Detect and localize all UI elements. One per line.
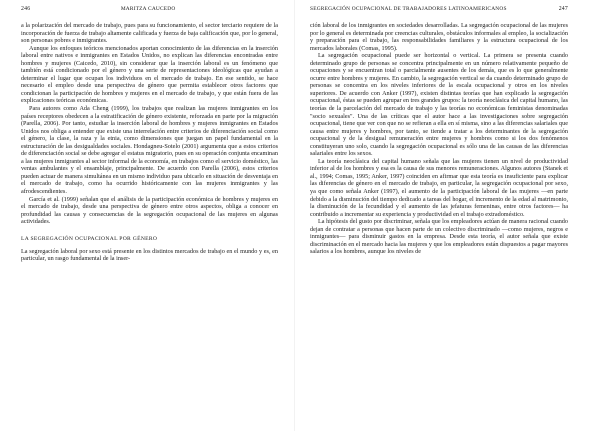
left-page-number: 246 [21, 6, 31, 12]
right-page-number: 247 [558, 6, 568, 12]
section-paragraph: La segregación laboral por sexo está presente en los distintos mercados de trabajo en el mundo y es, en particular, un rasgo fundamental de la inser- [21, 247, 278, 263]
left-paragraph-4: García et al. (1999) señalan que el análisis de la participación económica de hombres y mujeres en el mercado de trabajo, desde una perspectiva de género entre otros aspectos, obliga a conocer en profundidad las causas y consecuencias de la segregación ocupacional de las mujeres en algunas actividades. [21, 195, 278, 226]
left-paragraph-2: Aunque los enfoques teóricos mencionados aportan conocimiento de las diferencias en la inserción laboral entre nativos e inmigrantes en Estados Unidos, no explican las diferencias encontradas entre hombres y mujeres (Caicedo, 2010), sin considerar que la inserción laboral es un fenómeno que también está condicionado por el género y una serie de representaciones ideológicas que ayudan a determinar el lugar que ocupan los individuos en el mercado de trabajo. En ese sentido, se hace necesario el empleo desde una perspectiva de género que permita establecer otros factores que condicionan la participación de hombres y mujeres en el mercado de trabajo, y que están fuera de las explicaciones teóricas económicas. [21, 44, 278, 105]
left-paragraph-1: a la polarización del mercado de trabajo, pues para su funcionamiento, el sector terciario requiere de la incorporación de fuerza de trabajo altamente calificada y fuerza de baja calificación que, por lo general, son personas pobres e inmigrantes. [21, 22, 278, 45]
section-title: LA SEGREGACIÓN OCUPACIONAL POR GÉNERO [21, 235, 158, 242]
left-page-body [21, 22, 278, 263]
left-running-head: MARITZA CAUCEDO [120, 6, 176, 12]
right-page-body [310, 22, 568, 256]
right-paragraph-4: La hipótesis del gusto por discriminar, señala que los empleadores actúan de manera racional cuando dejan de contratar a personas que hacen parte de un colectivo discriminado —como mujeres, negros e inmigrantes— para disminuir gastos en la empresa. Desde esta teoría, el autor señala que existe discriminación en el mercado hacia las mujeres y que los empleadores están dispuestos a pagar mayores salarios a los hombres, aunque los niveles de [310, 218, 568, 256]
right-page [300, 0, 588, 431]
left-page [0, 0, 288, 431]
right-page-header [310, 6, 568, 13]
page-gutter [294, 0, 295, 431]
right-paragraph-3: La teoría neoclásica del capital humano señala que las mujeres tienen un nivel de productividad inferior al de los hombres y esa es la causa de sus menores remuneraciones. Algunos autores (Stanek et al., 1994; Comas, 1995; Anker, 1997) coinciden en afirmar que esta teoría es insuficiente para explicar las diferencias de género en el mercado de trabajo, en particular, la segregación ocupacional por sexo, ya que como señala Anker (1997), el aumento de la participación laboral de las mujeres —en parte debido a la disminución del tiempo dedicado a tareas del hogar, el incremento de la edad al matrimonio, la disminución de la fecundidad y el aumento de las jefaturas femeninas, entre otros factores— ha contribuido a incrementar su experiencia y productividad en el trabajo extradoméstico. [310, 157, 568, 218]
right-running-head: SEGREGACIÓN OCUPACIONAL DE TRABAJADORES LATINOAMERICANOS [310, 6, 507, 12]
right-paragraph-2: La segregación ocupacional puede ser horizontal o vertical. La primera se presenta cuando determinado grupo de personas se concentra principalmente en un número relativamente pequeño de ocupaciones y se encuentran total o parcialmente ausentes de los demás, que es lo que generalmente ocurre entre hombres y mujeres. En cambio, la segregación vertical se da cuando determinado grupo de personas se concentra en los niveles inferiores de la escala ocupacional y otros en los niveles superiores. De acuerdo con Anker (1997), existen distintas teorías que han explicado la segregación ocupacional, éstas se pueden agrupar en tres grandes grupos: la teoría neoclásica del capital humano, las teorías de la parcelación del mercado de trabajo y las teorías no económicas feministas denominadas "socio sexuales". Una de las críticas que el autor hace a las investigaciones sobre segregación ocupacional, tiene que ver con que no se refieran a ella en sí misma, sino a las diferencias salariales que causa entre mujeres y hombres, por tanto, se tiende a tratar a los determinantes de la segregación ocupacional y de la desigual remuneración entre mujeres y hombres como si los dos fenómenos constituyeran uno solo, cuando la segregación ocupacional es sólo una de las causas de las diferencias salariales entre los sexos. [310, 52, 568, 158]
left-paragraph-3: Para autores como Ada Cheng (1999), los trabajos que realizan las mujeres inmigrantes en los países receptores obedecen a la estratificación de género existente, reforzada en parte por la migración (Parella, 2006). Por tanto, estudiar la inserción laboral de hombres y mujeres inmigrantes en Estados Unidos nos obliga a entender que existe una interrelación entre criterios de diferenciación social como el género, la clase, la raza y la etnia, como dimensiones que juegan un papel fundamental en la estructuración de las desigualdades sociales. Hondagneu-Sotelo (2001) argumenta que a estos criterios de diferenciación social se debe agregar el estatus migratorio, pues en su operación conjunta encaminan a las mujeres inmigrantes al sector informal de la economía, en trabajos como el servicio doméstico, las ventas ambulantes y el ensamblaje, principalmente. De acuerdo con Parella (2006), estos criterios pueden actuar de manera simultánea en un mismo individuo para ubicarlo en situación de desventaja en el mercado de trabajo, como ha ocurrido históricamente con las mujeres inmigrantes y las afrodescendientes. [21, 105, 278, 196]
right-paragraph-1: ción laboral de los inmigrantes en sociedades desarrolladas. La segregación ocupacional de las mujeres por lo general es determinada por creencias culturales, obstáculos informales al empleo, la socialización y preparación para el trabajo, las responsabilidades familiares y la estructura ocupacional de los mercados laborales (Comas, 1995). [310, 22, 568, 52]
left-page-header [21, 6, 278, 13]
